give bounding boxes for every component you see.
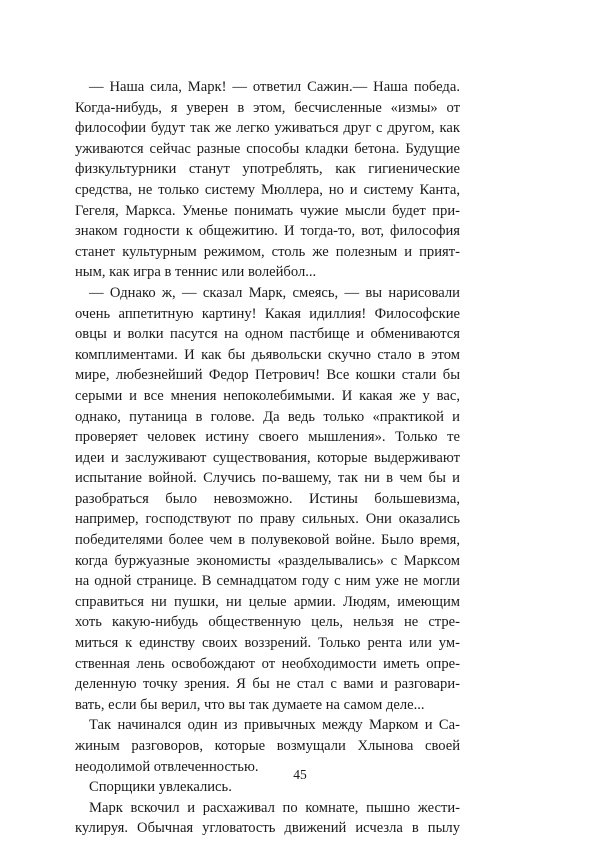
- text-line: станет культурным режимом, столь же полезным и прият-: [75, 243, 460, 260]
- text-line: неодолимой отвлеченностью.: [75, 758, 259, 775]
- text-line: однако, путаница в голове. Да ведь только «практикой и: [75, 408, 460, 425]
- text-line: — Наша сила, Марк! — ответил Сажин.— Наша победа.: [89, 79, 460, 95]
- text-line: разобраться было невозможно. Истины большевизма,: [75, 490, 460, 507]
- page-number: 45: [293, 767, 307, 782]
- text-line: очень аппетитную картину! Какая идиллия! Философские: [75, 305, 460, 322]
- text-line: Когда-нибудь, я уверен в этом, бесчисленные «измы» от: [75, 99, 460, 116]
- text-line: испытание войной. Случись по-вашему, так ни в чем бы и: [75, 470, 460, 487]
- text-line: например, господствуют по праву сильных. Они оказались: [75, 511, 460, 528]
- body-text: [75, 77, 460, 839]
- text-line: идеи и заслуживают существования, которые выдерживают: [75, 449, 460, 466]
- text-line: философии будут так же легко уживаться друг с другом, как: [75, 120, 460, 137]
- text-line: овцы и волки пасутся на одном пастбище и обмениваются: [75, 326, 460, 343]
- text-line: на одной странице. В семнадцатом году с ним уже не могли: [75, 573, 460, 590]
- text-line: Спорщики увлекались.: [89, 779, 232, 796]
- text-line: кулируя. Обычная угловатость движений исчезла в пылу: [75, 820, 460, 837]
- text-line: Марк вскочил и расхаживал по комнате, пышно жести-: [89, 799, 460, 816]
- text-line: Гегеля, Маркса. Уменье понимать чужие мысли будет при-: [75, 202, 460, 219]
- text-line: — Однако ж, — сказал Марк, смеясь, — вы нарисовали: [89, 284, 460, 301]
- text-line: ным, как игра в теннис или волейбол...: [75, 264, 317, 281]
- text-line: серыми и все мнения непоколебимыми. И какая же у вас,: [75, 387, 460, 404]
- text-line: мире, любезнейший Федор Петрович! Все кошки стали бы: [75, 367, 460, 384]
- paragraph-2: [75, 283, 460, 715]
- paragraph-1: [75, 77, 460, 283]
- text-line: справиться ни пушки, ни целые армии. Людям, имеющим: [75, 593, 460, 610]
- text-line: Так начинался один из привычных между Марком и Са-: [89, 717, 460, 734]
- text-line: хоть какую-нибудь общественную цель, нельзя не стре-: [75, 614, 460, 631]
- text-line: победителями более чем в полувековой войне. Было время,: [75, 532, 460, 549]
- text-line: комплиментами. И как бы дьявольски скучно стало в этом: [75, 346, 460, 363]
- text-line: деленную точку зрения. Я бы не стал с вами и разговари-: [75, 676, 460, 693]
- text-line: миться к единству своих воззрений. Только рента или ум-: [75, 635, 460, 652]
- text-line: знаком годности к общежитию. И тогда-то, вот, философия: [75, 223, 460, 240]
- text-line: когда буржуазные экономисты «разделывались» с Марксом: [75, 552, 460, 569]
- text-line: проверяет человек истину своего мышления». Только те: [75, 429, 460, 446]
- text-line: физкультурники станут употреблять, как гигиенические: [75, 161, 460, 178]
- paragraph-5: [75, 798, 460, 839]
- text-line: жиным разговоров, которые возмущали Хлынова своей: [75, 738, 460, 754]
- text-line: средства, не только систему Мюллера, но и систему Канта,: [75, 181, 460, 198]
- text-line: уживаются сейчас разные способы кладки бетона. Будущие: [75, 140, 460, 157]
- text-line: ственная лень освобождают от необходимости иметь опре-: [75, 655, 460, 672]
- text-line: вать, если бы верил, что вы так думаете на самом деле...: [75, 696, 425, 713]
